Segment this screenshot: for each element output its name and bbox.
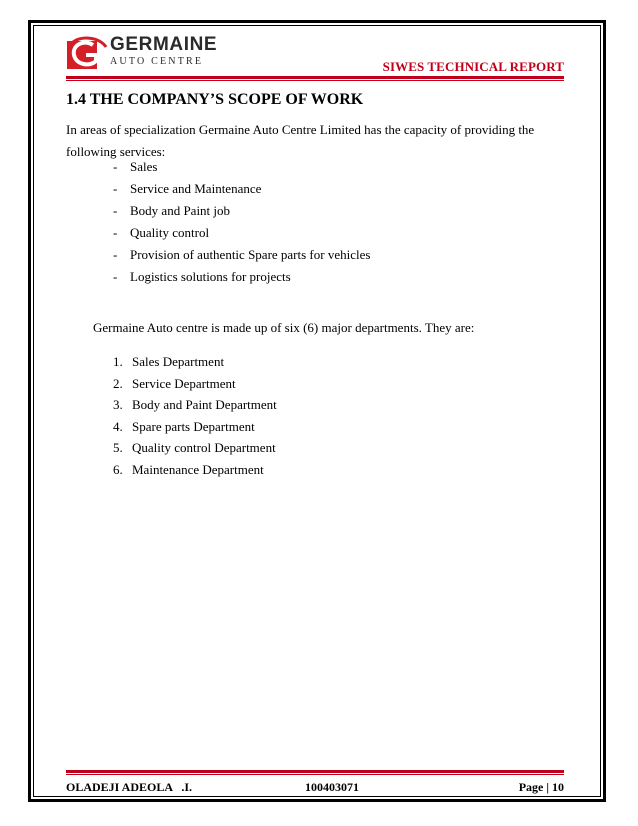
header-rule-thin [66, 80, 564, 81]
service-label: Service and Maintenance [130, 181, 262, 196]
list-number: 4. [113, 418, 123, 434]
service-label: Quality control [130, 225, 210, 240]
list-number: 2. [113, 375, 123, 391]
list-item [113, 394, 277, 416]
footer-id-number: 100403071 [305, 780, 359, 794]
bullet-dash: - [113, 203, 118, 218]
service-label: Provision of authentic Spare parts for vehicles [130, 247, 371, 262]
footer-page-number: Page | 10 [518, 780, 564, 794]
list-number: 5. [113, 440, 123, 456]
company-logo [66, 32, 218, 76]
service-label: Body and Paint job [130, 203, 231, 218]
list-item [113, 222, 370, 244]
list-item [113, 156, 370, 178]
bullet-dash: - [113, 181, 118, 196]
report-title: SIWES TECHNICAL REPORT [382, 59, 564, 74]
departments-intro: Germaine Auto centre is made up of six (6) major departments. They are: [93, 320, 475, 335]
footer-rule-thin [66, 774, 564, 775]
list-number: 3. [113, 397, 123, 413]
department-label: Sales Department [132, 354, 225, 369]
footer-author-name: OLADEJI ADEOLA .I. [66, 780, 193, 794]
logo-name: GERMAINE [110, 34, 218, 55]
list-item [113, 200, 370, 222]
header-rule [66, 76, 564, 79]
list-item [113, 351, 277, 373]
departments-list [113, 351, 277, 481]
list-item [113, 266, 370, 288]
list-item [113, 416, 277, 438]
department-label: Body and Paint Department [132, 397, 277, 413]
department-label: Quality control Department [132, 440, 276, 456]
footer-rule [66, 770, 564, 773]
list-item [113, 373, 277, 395]
department-label: Spare parts Department [132, 418, 255, 434]
bullet-dash: - [113, 269, 118, 284]
bullet-dash: - [113, 225, 118, 240]
service-label: Logistics solutions for projects [130, 269, 291, 284]
list-item [113, 459, 277, 481]
list-number: 6. [113, 461, 123, 477]
intro-paragraph: In areas of specialization Germaine Auto Centre Limited has the capacity of providing the following services: [66, 122, 535, 159]
bullet-dash: - [113, 247, 118, 262]
list-item [113, 244, 370, 266]
list-item [113, 178, 370, 200]
list-item [113, 437, 277, 459]
section-heading: 1.4 THE COMPANY’S SCOPE OF WORK [66, 91, 364, 108]
department-label: Maintenance Department [132, 461, 264, 477]
logo-mark-icon [66, 35, 108, 73]
bullet-dash: - [113, 159, 118, 174]
service-label: Sales [130, 159, 158, 174]
department-label: Service Department [132, 375, 236, 391]
services-list [113, 156, 370, 288]
logo-subtitle: AUTO CENTRE [110, 56, 204, 67]
list-number: 1. [113, 354, 123, 369]
